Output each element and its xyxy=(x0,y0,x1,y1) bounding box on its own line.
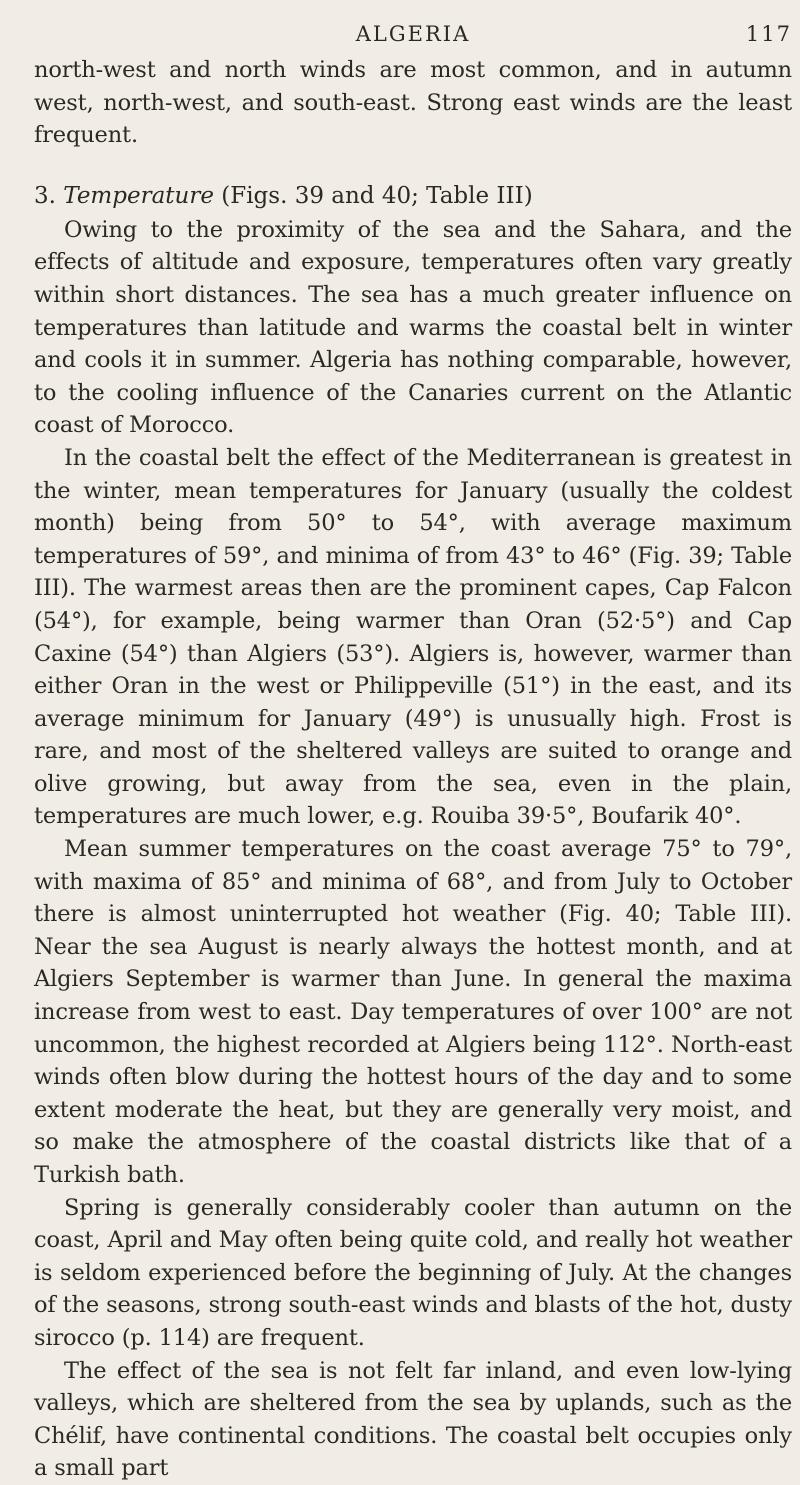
paragraph: In the coastal belt the effect of the Mediterranean is greatest in the winter, mean temperatures for January (usually the coldest month) being from 50° to 54°, with average maximum temperatures of 59°, and minima of from 43° to 46° (Fig. 39; Table III). The warmest areas then are the prominent capes, Cap Falcon (54°), for example, being warmer than Oran (52·5°) and Cap Caxine (54°) than Algiers (53°). Algiers is, however, warmer than either Oran in the west or Philippeville (51°) in the east, and its average minimum for January (49°) is unusually high. Frost is rare, and most of the sheltered valleys are suited to orange and olive growing, but away from the sea, even in the plain, temperatures are much lower, e.g. Rouiba 39·5°, Boufarik 40°. xyxy=(34,444,792,830)
paragraph: The effect of the sea is not felt far inland, and even low-lying valleys, which are sheltered from the sea by uplands, such as the Chélif, have continental conditions. The coastal belt occupies only a small part xyxy=(34,1357,792,1482)
section-number: 3. xyxy=(34,182,56,209)
section-heading xyxy=(34,180,792,212)
section-title: Temperature xyxy=(63,182,214,209)
paragraph: Mean summer temperatures on the coast average 75° to 79°, with maxima of 85° and minima of 68°, and from July to October there is almost uninterrupted hot weather (Fig. 40; Table III). Near the sea August is nearly always the hottest month, and at Algiers September is warmer than June. In general the maxima increase from west to east. Day temperatures of over 100° are not uncommon, the highest recorded at Algiers being 112°. North-east winds often blow during the hottest hours of the day and to some extent moderate the heat, but they are generally very moist, and so make the atmosphere of the coastal districts like that of a Turkish bath. xyxy=(34,836,792,1188)
page-number: 117 xyxy=(745,22,792,46)
paragraph-continued: north-west and north winds are most common, and in autumn west, north-west, and south-east. Strong east winds are the least frequent. xyxy=(34,57,792,149)
paragraph: Owing to the proximity of the sea and the Sahara, and the effects of altitude and exposure, temperatures often vary greatly within short distances. The sea has a much greater influence on temperatures than latitude and warms the coastal belt in winter and cools it in summer. Algeria has nothing comparable, however, to the cooling influence of the Canaries current on the Atlantic coast of Morocco. xyxy=(34,216,792,439)
paragraph: Spring is generally considerably cooler than autumn on the coast, April and May often being quite cold, and really hot weather is seldom experienced before the beginning of July. At the changes of the seasons, strong south-east winds and blasts of the hot, dusty sirocco (p. 114) are frequent. xyxy=(34,1194,792,1351)
running-head xyxy=(34,10,792,54)
running-head-title: ALGERIA xyxy=(355,22,471,46)
section-refs: (Figs. 39 and 40; Table III) xyxy=(221,182,533,209)
book-page xyxy=(34,10,792,1485)
